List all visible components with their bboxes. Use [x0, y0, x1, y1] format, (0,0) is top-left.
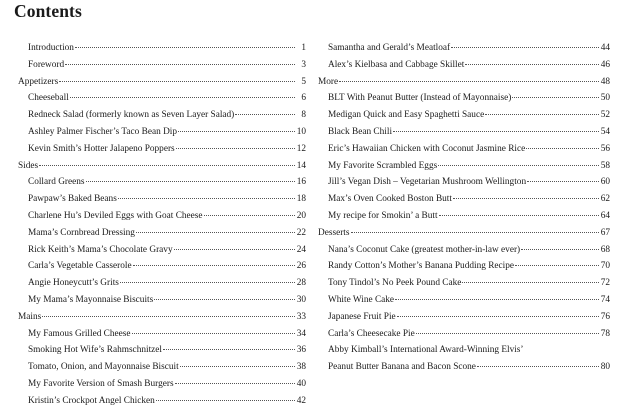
dot-leader	[42, 316, 295, 317]
toc-page-number: 40	[296, 378, 306, 389]
toc-entry[interactable]	[318, 124, 610, 141]
dot-leader	[462, 282, 599, 283]
dot-leader	[154, 299, 295, 300]
toc-entry-title: Max’s Oven Cooked Boston Butt	[328, 194, 452, 205]
toc-right-column	[318, 40, 610, 376]
toc-entry-title: Smoking Hot Wife’s Rahmschnitzel	[28, 345, 162, 356]
toc-page-number: 22	[296, 227, 306, 238]
toc-page-number: 50	[600, 93, 610, 104]
toc-entry[interactable]	[318, 40, 610, 57]
dot-leader	[438, 165, 599, 166]
toc-entry[interactable]	[18, 292, 306, 309]
dot-leader	[39, 165, 295, 166]
toc-entry-title: White Wine Cake	[328, 294, 395, 305]
toc-entry-title: Mama’s Cornbread Dressing	[28, 227, 135, 238]
toc-entry-title: Tony Tindol’s No Peek Pound Cake	[328, 278, 462, 289]
dot-leader	[465, 64, 599, 65]
dot-leader	[136, 232, 295, 233]
toc-entry-title: More	[318, 76, 339, 87]
toc-entry[interactable]	[18, 191, 306, 208]
dot-leader	[120, 282, 295, 283]
toc-entry[interactable]	[318, 258, 610, 275]
toc-page-number: 46	[600, 59, 610, 70]
toc-page-number: 14	[296, 160, 306, 171]
toc-entry[interactable]	[318, 158, 610, 175]
toc-section[interactable]	[318, 225, 610, 242]
toc-entry-title: Ashley Palmer Fischer’s Taco Bean Dip	[28, 126, 178, 137]
dot-leader	[70, 97, 295, 98]
dot-leader	[527, 181, 599, 182]
toc-page-number: 34	[296, 328, 306, 339]
toc-entry[interactable]	[318, 208, 610, 225]
dot-leader	[65, 64, 295, 65]
toc-page-number: 30	[296, 294, 306, 305]
toc-entry-title: My Favorite Version of Smash Burgers	[28, 378, 174, 389]
toc-page-number: 28	[296, 278, 306, 289]
toc-entry[interactable]	[18, 275, 306, 292]
toc-entry[interactable]	[318, 342, 610, 359]
toc-page-number: 20	[296, 210, 306, 221]
toc-entry[interactable]	[318, 359, 610, 376]
toc-entry[interactable]	[318, 57, 610, 74]
toc-entry-title: Japanese Fruit Pie	[328, 311, 396, 322]
dot-leader	[204, 215, 295, 216]
toc-entry-title: Randy Cotton’s Mother’s Banana Pudding Recipe	[328, 261, 515, 272]
dot-leader	[156, 400, 295, 401]
dot-leader	[439, 215, 599, 216]
toc-entry-title: Kevin Smith’s Hotter Jalapeno Poppers	[28, 143, 175, 154]
toc-entry-title: Medigan Quick and Easy Spaghetti Sauce	[328, 110, 485, 121]
toc-left-column	[18, 40, 306, 410]
dot-leader	[416, 333, 599, 334]
dot-leader	[174, 249, 295, 250]
page-title: Contents	[14, 1, 82, 21]
dot-leader	[118, 198, 295, 199]
toc-entry-title: Jill’s Vegan Dish – Vegetarian Mushroom Wellington	[328, 177, 527, 188]
toc-section[interactable]	[18, 74, 306, 91]
toc-page-number: 56	[600, 143, 610, 154]
toc-entry-title: My recipe for Smokin’ a Butt	[328, 210, 438, 221]
toc-entry[interactable]	[318, 309, 610, 326]
toc-entry-title: BLT With Peanut Butter (Instead of Mayonnaise)	[328, 93, 512, 104]
dot-leader	[397, 316, 599, 317]
toc-entry[interactable]	[318, 326, 610, 343]
toc-page-number: 10	[296, 126, 306, 137]
toc-section[interactable]	[318, 74, 610, 91]
toc-entry-title: Eric’s Hawaiian Chicken with Coconut Jasmine Rice	[328, 143, 526, 154]
toc-entry[interactable]	[318, 174, 610, 191]
toc-entry-title: My Mama’s Mayonnaise Biscuits	[28, 294, 154, 305]
dot-leader	[339, 81, 599, 82]
toc-page-number: 58	[600, 160, 610, 171]
toc-entry[interactable]	[318, 242, 610, 259]
toc-section[interactable]	[18, 309, 306, 326]
dot-leader	[175, 383, 295, 384]
dot-leader	[235, 114, 295, 115]
toc-page-number: 76	[600, 311, 610, 322]
dot-leader	[521, 249, 599, 250]
toc-page-number: 42	[296, 395, 306, 406]
toc-page-number: 60	[600, 177, 610, 188]
toc-page-number: 80	[600, 362, 610, 373]
toc-entry-title: Foreword	[28, 59, 65, 70]
dot-leader	[351, 232, 600, 233]
toc-entry[interactable]	[318, 292, 610, 309]
toc-page-number: 6	[301, 93, 306, 104]
toc-entry-title: Redneck Salad (formerly known as Seven Layer Salad)	[28, 110, 235, 121]
toc-page-number: 74	[600, 294, 610, 305]
toc-entry-title: Sides	[18, 160, 39, 171]
toc-entry[interactable]	[18, 225, 306, 242]
toc-page-number: 26	[296, 261, 306, 272]
dot-leader	[59, 81, 295, 82]
toc-page-number: 62	[600, 194, 610, 205]
toc-page-number: 68	[600, 244, 610, 255]
toc-page-number: 5	[301, 76, 306, 87]
toc-entry-title: Tomato, Onion, and Mayonnaise Biscuit	[28, 362, 179, 373]
dot-leader	[180, 366, 295, 367]
toc-entry[interactable]	[18, 359, 306, 376]
toc-page-number: 64	[600, 210, 610, 221]
toc-entry[interactable]	[318, 107, 610, 124]
toc-entry[interactable]	[18, 107, 306, 124]
toc-page-number: 33	[296, 311, 306, 322]
toc-entry-title: Charlene Hu’s Deviled Eggs with Goat Cheese	[28, 210, 203, 221]
toc-entry-title: Kristin’s Crockpot Angel Chicken	[28, 395, 155, 406]
toc-section[interactable]	[18, 158, 306, 175]
dot-leader	[453, 198, 599, 199]
toc-entry[interactable]	[18, 208, 306, 225]
toc-page-number: 67	[600, 227, 610, 238]
toc-page-number: 24	[296, 244, 306, 255]
dot-leader	[393, 131, 599, 132]
dot-leader	[75, 47, 295, 48]
dot-leader	[178, 131, 295, 132]
toc-entry-title: Pawpaw’s Baked Beans	[28, 194, 117, 205]
toc-entry-title: My Famous Grilled Cheese	[28, 328, 131, 339]
toc-entry[interactable]	[18, 326, 306, 343]
toc-entry[interactable]	[318, 141, 610, 158]
toc-entry[interactable]	[18, 342, 306, 359]
toc-entry-title: Alex’s Kielbasa and Cabbage Skillet	[328, 59, 465, 70]
toc-page-number: 38	[296, 362, 306, 373]
toc-entry[interactable]	[18, 258, 306, 275]
toc-page-number: 3	[301, 59, 306, 70]
dot-leader	[512, 97, 599, 98]
toc-entry[interactable]	[18, 90, 306, 107]
toc-entry-title: Rick Keith’s Mama’s Chocolate Gravy	[28, 244, 173, 255]
toc-page-number: 8	[301, 110, 306, 121]
toc-entry-title: Carla’s Cheesecake Pie	[328, 328, 415, 339]
toc-page-number: 72	[600, 278, 610, 289]
toc-page-number: 36	[296, 345, 306, 356]
dot-leader	[485, 114, 599, 115]
toc-entry-title: Samantha and Gerald’s Meatloaf	[328, 43, 451, 53]
toc-entry[interactable]	[18, 57, 306, 74]
toc-page-number: 18	[296, 194, 306, 205]
toc-entry[interactable]	[18, 376, 306, 393]
toc-page-number: 54	[600, 126, 610, 137]
toc-entry[interactable]	[18, 393, 306, 410]
toc-entry[interactable]	[18, 242, 306, 259]
toc-entry[interactable]	[18, 124, 306, 141]
toc-entry-title: Appetizers	[18, 76, 59, 87]
toc-entry[interactable]	[318, 90, 610, 107]
toc-entry-title: My Favorite Scrambled Eggs	[328, 160, 438, 171]
dot-leader	[526, 148, 599, 149]
toc-page-number: 48	[600, 76, 610, 87]
toc-entry-title: Abby Kimball’s International Award-Winning Elvis’	[328, 345, 524, 356]
toc-page-number: 12	[296, 143, 306, 154]
toc-entry-title: Nana’s Coconut Cake (greatest mother-in-law ever)	[328, 244, 521, 255]
toc-page-number: 44	[600, 43, 610, 53]
toc-entry-title: Introduction	[28, 43, 74, 53]
toc-page-number: 70	[600, 261, 610, 272]
toc-entry-title: Black Bean Chili	[328, 126, 393, 137]
toc-entry[interactable]	[18, 174, 306, 191]
dot-leader	[132, 333, 295, 334]
toc-entry[interactable]	[18, 141, 306, 158]
toc-entry-title: Peanut Butter Banana and Bacon Scone	[328, 362, 476, 373]
dot-leader	[176, 148, 295, 149]
toc-entry-title: Carla’s Vegetable Casserole	[28, 261, 132, 272]
toc-entry[interactable]	[318, 275, 610, 292]
dot-leader	[477, 366, 599, 367]
dot-leader	[395, 299, 599, 300]
toc-entry-title: Collard Greens	[28, 177, 85, 188]
dot-leader	[163, 349, 295, 350]
toc-entry-title: Angie Honeycutt’s Grits	[28, 278, 119, 289]
toc-page-number: 16	[296, 177, 306, 188]
dot-leader	[86, 181, 295, 182]
toc-entry[interactable]	[18, 40, 306, 57]
toc-entry-title: Desserts	[318, 227, 350, 238]
dot-leader	[133, 265, 295, 266]
toc-page-number: 78	[600, 328, 610, 339]
toc-entry[interactable]	[318, 191, 610, 208]
toc-entry-title: Mains	[18, 311, 42, 322]
toc-page-number: 1	[301, 43, 306, 53]
dot-leader	[515, 265, 599, 266]
dot-leader	[451, 47, 599, 48]
toc-page-number: 52	[600, 110, 610, 121]
toc-entry-title: Cheeseball	[28, 93, 69, 104]
